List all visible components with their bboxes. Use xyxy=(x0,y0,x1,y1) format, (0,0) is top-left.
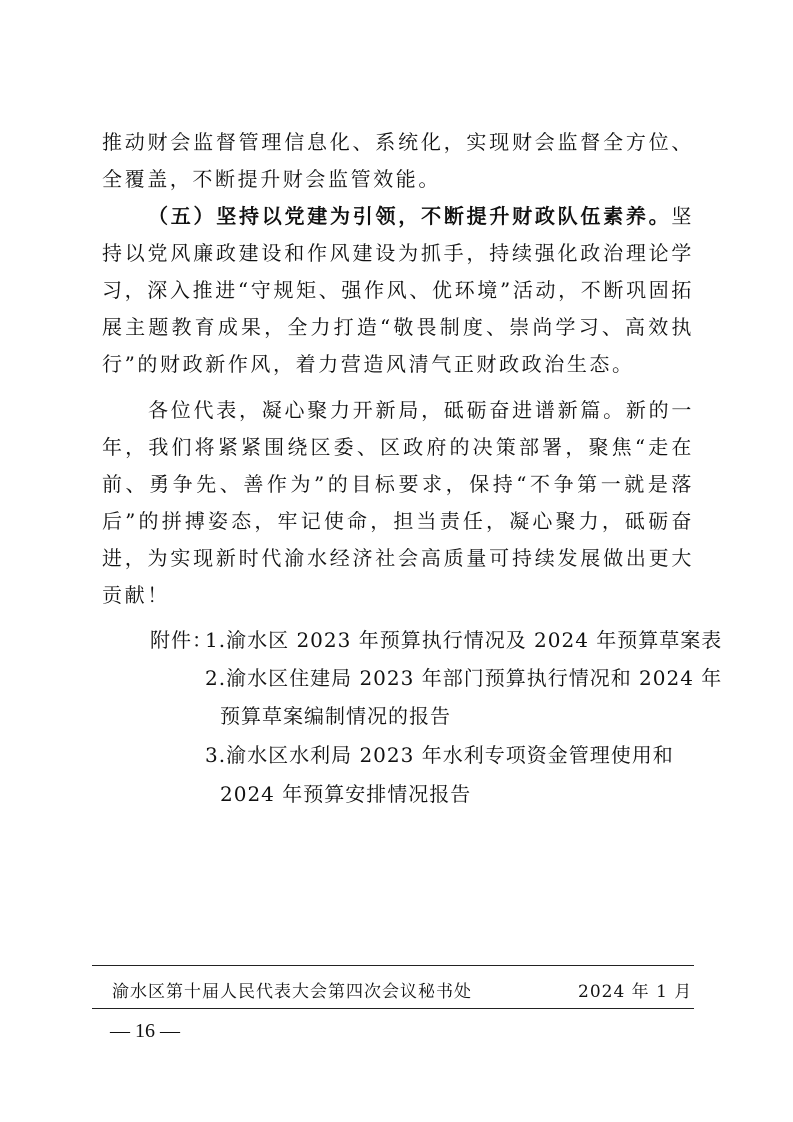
body-paragraph-3 xyxy=(102,392,694,614)
footer-top-rule xyxy=(92,965,694,966)
paragraph-1-text: 推动财会监督管理信息化、系统化，实现财会监督全方位、全覆盖，不断提升财会监管效能。 xyxy=(102,130,694,191)
body-paragraph-2 xyxy=(102,198,694,383)
attachment-item-1: 1.渝水区 2023 年预算执行情况及 2024 年预算草案表 xyxy=(205,628,723,652)
attachment-item-3-line-2: 2024 年预算安排情况报告 xyxy=(220,782,472,806)
footer-date: 2024 年 1 月 xyxy=(578,982,693,1002)
footer-bottom-rule xyxy=(92,1008,694,1009)
section-heading: （五）坚持以党建为引领，不断提升财政队伍素养。 xyxy=(148,204,672,228)
attachments-label: 附件： xyxy=(150,628,213,652)
body-paragraph-1 xyxy=(102,124,694,198)
footer-issuer: 渝水区第十届人民代表大会第四次会议秘书处 xyxy=(112,982,472,1002)
paragraph-2-text: 坚持以党风廉政建设和作风建设为抓手，持续强化政治理论学习，深入推进“守规矩、强作风、优环境”活动，不断巩固拓展主题教育成果，全力打造“敬畏制度、崇尚学习、高效执行”的财政新作风，着力营造风清气正财政政治生态。 xyxy=(102,204,694,376)
paragraph-3-text: 各位代表，凝心聚力开新局，砥砺奋进谱新篇。新的一年，我们将紧紧围绕区委、区政府的决策部署，聚焦“走在前、勇争先、善作为”的目标要求，保持“不争第一就是落后”的拼搏姿态，牢记使命，担当责任，凝心聚力，砥砺奋进，为实现新时代渝水经济社会高质量可持续发展做出更大贡献！ xyxy=(102,398,694,607)
attachment-item-2-line-1: 2.渝水区住建局 2023 年部门预算执行情况和 2024 年 xyxy=(205,666,723,690)
attachment-item-3-line-1: 3.渝水区水利局 2023 年水利专项资金管理使用和 xyxy=(205,743,674,767)
page-number: — 16 — xyxy=(110,1020,180,1042)
attachment-item-2-line-2: 预算草案编制情况的报告 xyxy=(220,704,451,728)
